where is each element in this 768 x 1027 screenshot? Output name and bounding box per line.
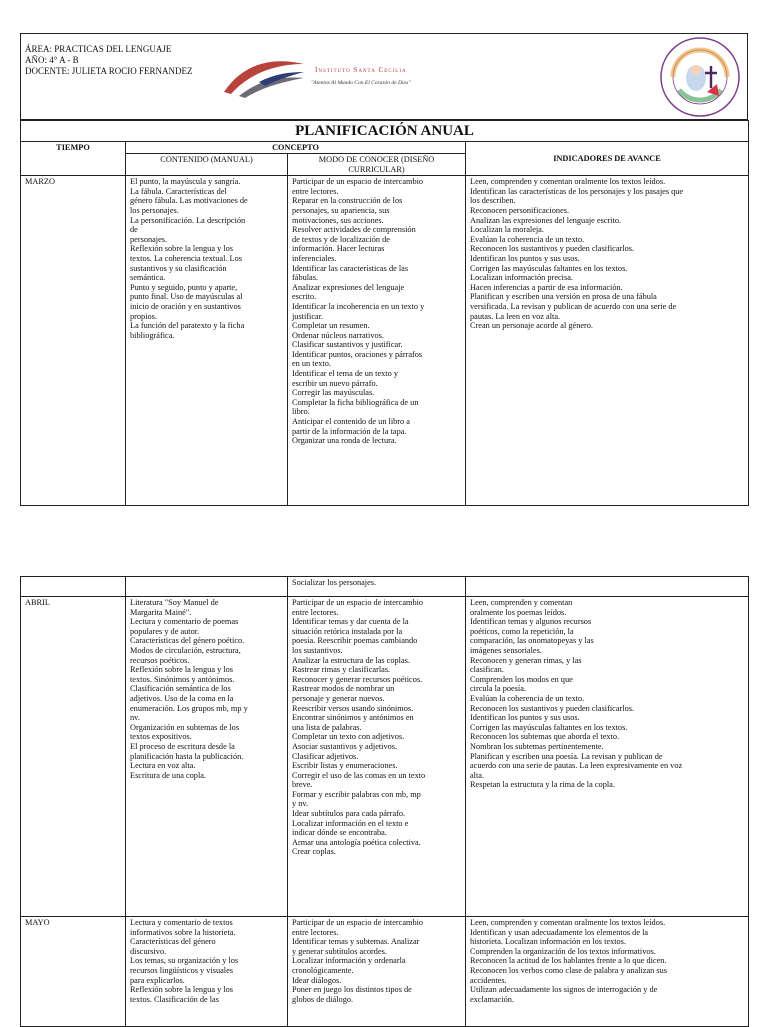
cell-line: Reparar en la construcción de los — [292, 196, 403, 206]
table-row — [21, 176, 749, 506]
cell-line: en un texto. — [292, 359, 331, 369]
cell-line: Analizar la estructura de las coplas. — [292, 655, 410, 665]
cell-line: pautas. La leen en voz alta. — [470, 311, 561, 321]
cell-line: Identificar puntos, oraciones y párrafos — [292, 349, 423, 359]
cell-line: poéticos, como la repetición, la — [470, 626, 574, 636]
cell-line: Identifican los puntos y sus usos. — [470, 253, 580, 263]
cell-line: Nombran los subtemas pertinentemente. — [470, 741, 604, 751]
cell-line: accidentes. — [470, 975, 507, 985]
institute-logo — [219, 52, 489, 102]
cell-line: enumeración. Los grupos mb, mp y — [130, 703, 248, 713]
cell-line: bibliográfica. — [130, 330, 175, 340]
cell-line: los describen. — [470, 196, 516, 206]
cell-line: planificación hasta la publicación. — [130, 751, 244, 761]
institute-motto: "Atentos Al Mundo Con El Corazón de Dios" — [311, 80, 411, 86]
cell-line: Rastrear modos de nombrar un — [292, 684, 395, 694]
cell-line: Hacen inferencias a partir de esa información. — [470, 282, 623, 292]
cell-line: globos de diálogo. — [292, 994, 354, 1004]
cell-line: Idear subtítulos para cada párrafo. — [292, 809, 406, 819]
cell-line: semántica. — [130, 273, 166, 283]
cell-line: Asociar sustantivos y adjetivos. — [292, 741, 398, 751]
tiempo-header: TIEMPO — [21, 142, 126, 176]
month-cell: ABRIL — [21, 597, 126, 917]
cell-line: Clasificación semántica de los — [130, 684, 231, 694]
cell-line: propios. — [130, 311, 157, 321]
cell-line: inferenciales. — [292, 253, 337, 263]
cell-line: los personajes. — [130, 205, 179, 215]
indicadores-cell — [466, 917, 749, 1027]
cell-line: Rastrear rimas y clasificarlas. — [292, 665, 391, 675]
cell-line: punto final. Uso de mayúsculas al — [130, 292, 243, 302]
cell-line: inicio de oración y en sustantivos — [130, 301, 241, 311]
cell-line: Socializar los personajes. — [292, 578, 377, 587]
cell-line: Lectura y comentario de textos — [130, 918, 233, 927]
cell-line: Corregir el uso de las comas en un texto — [292, 770, 426, 780]
cell-line: Punto y seguido, punto y aparte, — [130, 282, 238, 292]
cell-line: situación retórica instalada por la — [292, 626, 403, 636]
cell-line: Participar de un espacio de intercambio — [292, 918, 424, 927]
modo-cell — [288, 176, 466, 506]
cell-line: personajes. — [130, 234, 168, 244]
cell-line: Clasificar sustantivos y justificar. — [292, 340, 403, 350]
modo-cell — [288, 577, 466, 597]
cell-line: Organizar una ronda de lectura. — [292, 436, 397, 446]
cell-line: sustantivos y su clasificación — [130, 263, 227, 273]
cell-line: Modos de circulación, estructura, — [130, 645, 241, 655]
cell-line: Armar una antología poética colectiva. — [292, 837, 421, 847]
month-cell: MARZO — [21, 176, 126, 506]
cell-line: Resolver actividades de comprensión — [292, 225, 416, 235]
cell-line: Identifican y usan adecuadamente los elementos de la — [470, 927, 649, 937]
planning-table-page-1 — [20, 120, 749, 506]
cell-line: Reconocer y generar recursos poéticos. — [292, 674, 423, 684]
cell-line: para explicarlos. — [130, 975, 185, 985]
cell-line: alta. — [470, 770, 485, 780]
cell-line: Reescribir versos usando sinónimos. — [292, 703, 414, 713]
modo-header: MODO DE CONOCER (DISEÑO CURRICULAR) — [288, 154, 466, 176]
cell-line: textos. Clasificación de las — [130, 994, 219, 1004]
cell-line: Formar y escribir palabras con mb, mp — [292, 789, 421, 799]
cell-line: entre lectores. — [292, 186, 339, 196]
cell-line: El punto, la mayúscula y sangría. — [130, 177, 241, 187]
cell-line: nv. — [130, 713, 140, 723]
cell-line: Evalúan la coherencia de un texto. — [470, 693, 585, 703]
cell-line: Localizan la moraleja. — [470, 225, 544, 235]
area-label: ÁREA: PRACTICAS DEL LENGUAJE — [25, 44, 172, 54]
cell-line: Identificar la incoherencia en un texto y — [292, 301, 425, 311]
table-row — [21, 597, 749, 917]
modo-cell — [288, 597, 466, 917]
cell-line: poesía. Reescribir poemas cambiando — [292, 636, 418, 646]
cell-line: Crean un personaje acorde al género. — [470, 321, 594, 331]
cell-line: Localizar información en el texto e — [292, 818, 409, 828]
cell-line: imágenes sensoriales. — [470, 645, 542, 655]
cell-line: Corregir las mayúsculas. — [292, 388, 375, 398]
cell-line: escrito. — [292, 292, 317, 302]
cell-line: Reconocen los sustantivos y pueden clasificarlos. — [470, 244, 635, 254]
document-header — [20, 33, 748, 120]
cell-line: Planifican y escriben una poesía. La revisan y publican de — [470, 751, 663, 761]
teacher-label: DOCENTE: JULIETA ROCIO FERNANDEZ — [25, 66, 193, 76]
contenido-cell — [126, 176, 288, 506]
cell-line: Corrigen las mayúsculas faltantes en los textos. — [470, 722, 628, 732]
month-cell — [21, 577, 126, 597]
cell-line: Identificar el tema de un texto y — [292, 369, 398, 379]
cell-line: Identificar temas y subtemas. Analizar — [292, 937, 420, 947]
cell-line: El proceso de escritura desde la — [130, 741, 235, 751]
cell-line: Comprenden la organización de los textos informativos. — [470, 946, 656, 956]
cell-line: información. Hacer lecturas — [292, 244, 385, 254]
cell-line: Reconocen los sustantivos y pueden clasificarlos. — [470, 703, 635, 713]
cell-line: Los temas, su organización y los — [130, 956, 239, 966]
cell-line: personajes, su apariencia, sus — [292, 205, 390, 215]
cell-line: Identificar las características de las — [292, 263, 409, 273]
indicadores-header: INDICADORES DE AVANCE — [466, 142, 749, 176]
cell-line: Planifican y escriben una versión en prosa de una fábula — [470, 292, 657, 302]
cell-line: Características del género poético. — [130, 636, 245, 646]
cell-line: Completar un texto con adjetivos. — [292, 732, 405, 742]
cell-line: de — [130, 225, 138, 235]
cell-line: escribir un nuevo párrafo. — [292, 378, 378, 388]
cell-line: Participar de un espacio de intercambio — [292, 598, 424, 607]
course-info — [25, 44, 193, 77]
cell-line: Completar la ficha bibliográfica de un — [292, 397, 419, 407]
cell-line: Reconocen los subtemas que aborda el texto. — [470, 732, 620, 742]
cell-line: Crear coplas. — [292, 847, 336, 857]
cell-line: Identifican temas y algunos recursos — [470, 617, 592, 627]
cell-line: Literatura "Soy Manuel de — [130, 598, 219, 607]
cell-line: Reconocen los verbos como clase de palabra y analizan sus — [470, 965, 667, 975]
indicadores-cell — [466, 176, 749, 506]
cell-line: acuerdo con una serie de pautas. La leen expresivamente en voz — [470, 761, 683, 771]
cell-line: adjetivos. Uso de la coma en la — [130, 693, 234, 703]
cell-line: Anticipar el contenido de un libro a — [292, 417, 410, 427]
cell-line: Lectura en voz alta. — [130, 761, 196, 771]
cell-line: Participar de un espacio de intercambio — [292, 177, 424, 187]
cell-line: Reconocen y generan rimas, y las — [470, 655, 582, 665]
cell-line: Lectura y comentario de poemas — [130, 617, 239, 627]
cell-line: versificada. La revisan y publican de acuerdo con una serie de — [470, 301, 677, 311]
cell-line: Identifican las características de los personajes y los pasajes que — [470, 186, 684, 196]
swoosh-logo-icon — [219, 52, 309, 102]
cell-line: Escritura de una copla. — [130, 770, 207, 780]
cell-line: comparación, las onomatopeyas y las — [470, 636, 594, 646]
cell-line: Reflexión sobre la lengua y los — [130, 985, 233, 995]
contenido-cell — [126, 917, 288, 1027]
cell-line: oralmente los poemas leídos. — [470, 607, 567, 617]
cell-line: Leen, comprenden y comentan oralmente los textos leídos. — [470, 918, 666, 927]
indicadores-cell — [466, 597, 749, 917]
cell-line: Completar un resumen. — [292, 321, 370, 331]
planning-table-page-2 — [20, 576, 749, 1027]
cell-line: Corrigen las mayúsculas faltantes en los textos. — [470, 263, 628, 273]
year-label: AÑO: 4° A - B — [25, 55, 79, 65]
cell-line: Características del género — [130, 937, 216, 947]
cell-line: entre lectores. — [292, 607, 339, 617]
cell-line: exclamación. — [470, 994, 514, 1004]
cell-line: textos expositivos. — [130, 732, 192, 742]
cell-line: La fábula. Características del — [130, 186, 227, 196]
cell-line: Idear diálogos. — [292, 975, 342, 985]
modo-cell — [288, 917, 466, 1027]
cell-line: Leen, comprenden y comentan — [470, 598, 573, 607]
cell-line: fábulas. — [292, 273, 319, 283]
cell-line: Reconocen la actitud de los hablantes frente a lo que dicen. — [470, 956, 667, 966]
cell-line: de textos y de localización de — [292, 234, 390, 244]
cell-line: Margarita Mainé". — [130, 607, 192, 617]
contenido-header: CONTENIDO (MANUAL) — [126, 154, 288, 176]
concepto-header: CONCEPTO — [126, 142, 466, 154]
cell-line: motivaciones, sus acciones. — [292, 215, 384, 225]
cell-line: Reflexión sobre la lengua y los — [130, 244, 233, 254]
cell-line: indicar dónde se encontraba. — [292, 828, 387, 838]
cell-line: cronológicamente. — [292, 965, 354, 975]
cell-line: género fábula. Las motivaciones de — [130, 196, 248, 206]
cell-line: Evalúan la coherencia de un texto. — [470, 234, 585, 244]
cell-line: La función del paratexto y la ficha — [130, 321, 245, 331]
cell-line: Respetan la estructura y la rima de la copla. — [470, 780, 615, 790]
month-cell: MAYO — [21, 917, 126, 1027]
table-row — [21, 917, 749, 1027]
cell-line: Leen, comprenden y comentan oralmente los textos leídos. — [470, 177, 666, 187]
cell-line: Analizan las expresiones del lenguaje escrito. — [470, 215, 622, 225]
cell-line: historieta. Localizan información en los textos. — [470, 937, 626, 947]
cell-line: recursos lingüísticos y visuales — [130, 965, 234, 975]
cell-line: Localizar información y ordenarla — [292, 956, 406, 966]
cell-line: La personificación. La descripción — [130, 215, 246, 225]
cell-line: circula la poesía. — [470, 684, 526, 694]
cell-line: populares y de autor. — [130, 626, 200, 636]
cell-line: Identifican los puntos y sus usos. — [470, 713, 580, 723]
cell-line: una lista de palabras. — [292, 722, 362, 732]
cell-line: Poner en juego los distintos tipos de — [292, 985, 412, 995]
cell-line: Analizar expresiones del lenguaje — [292, 282, 405, 292]
cell-line: Escribir listas y enumeraciones. — [292, 761, 398, 771]
cell-line: discursivo. — [130, 946, 167, 956]
cell-line: textos. La coherencia textual. Los — [130, 253, 242, 263]
cell-line: Encontrar sinónimos y antónimos en — [292, 713, 414, 723]
cell-line: Comprenden los modos en que — [470, 674, 573, 684]
cell-line: Utilizan adecuadamente los signos de interrogación y de — [470, 985, 658, 995]
cell-line: textos. Sinónimos y antónimos. — [130, 674, 235, 684]
cell-line: recursos poéticos. — [130, 655, 190, 665]
institute-name: Instituto Santa Cecilia — [315, 66, 407, 74]
cell-line: entre lectores. — [292, 927, 339, 937]
cell-line: Localizan información precisa. — [470, 273, 573, 283]
cell-line: Reflexión sobre la lengua y los — [130, 665, 233, 675]
page-title: PLANIFICACIÓN ANUAL — [21, 121, 749, 142]
contenido-cell — [126, 577, 288, 597]
cell-line: clasifican. — [470, 665, 504, 675]
cell-line: los sustantivos. — [292, 645, 343, 655]
cell-line: y generar subtítulos acordes. — [292, 946, 387, 956]
cell-line: Clasificar adjetivos. — [292, 751, 359, 761]
table-row — [21, 577, 749, 597]
cell-line: justificar. — [292, 311, 324, 321]
contenido-cell — [126, 597, 288, 917]
cell-line: breve. — [292, 780, 313, 790]
cell-line: y nv. — [292, 799, 309, 809]
cell-line: Ordenar núcleos narrativos. — [292, 330, 384, 340]
cell-line: partir de la información de la tapa. — [292, 426, 407, 436]
cell-line: Reconocen personificaciones. — [470, 205, 570, 215]
cell-line: personaje y generar nuevos. — [292, 693, 385, 703]
cell-line: Identificar temas y dar cuenta de la — [292, 617, 409, 627]
cell-line: libro. — [292, 407, 310, 417]
guanellian-seal-icon — [659, 36, 741, 118]
cell-line: informativos sobre la historieta. — [130, 927, 236, 937]
indicadores-cell — [466, 577, 749, 597]
cell-line: Organización en subtemas de los — [130, 722, 240, 732]
